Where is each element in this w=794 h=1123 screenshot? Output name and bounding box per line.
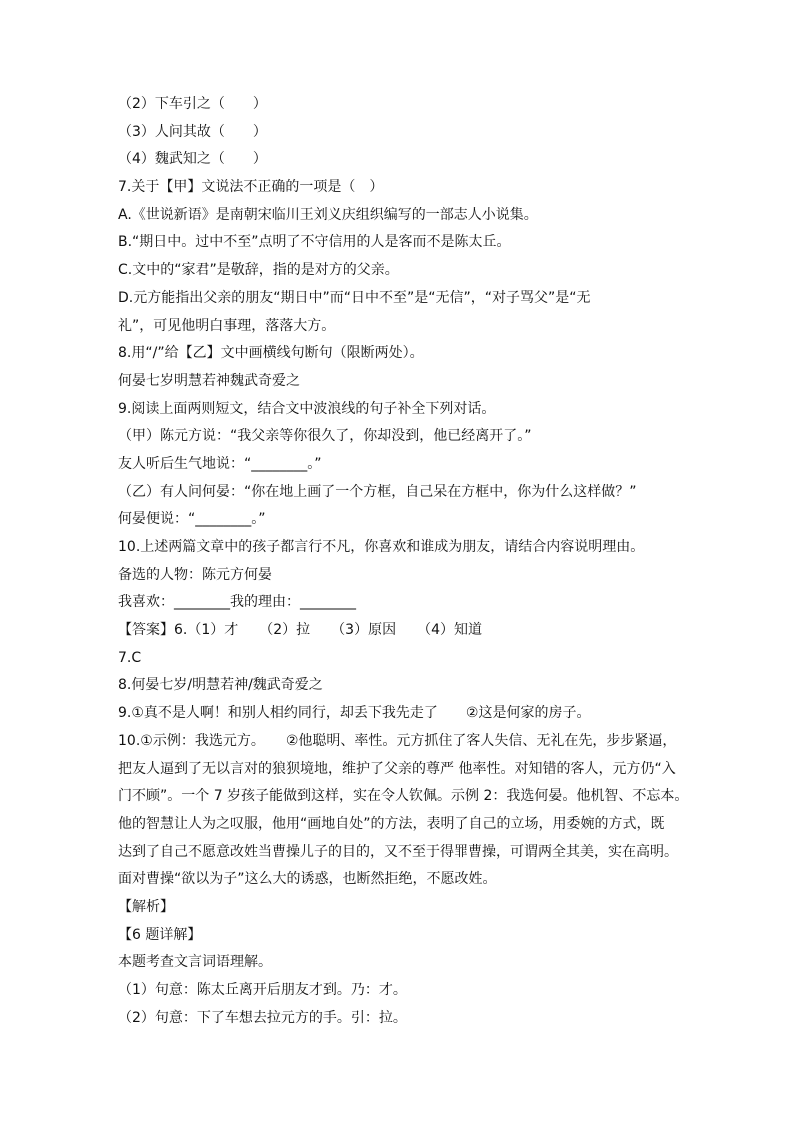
analysis-heading: 【解析】 xyxy=(118,898,174,915)
option-a: A.《世说新语》是南朝宋临川王刘义庆组织编写的一部志人小说集。 xyxy=(118,206,538,223)
answer-9: 9.①真不是人啊！和别人相约同行，却丢下我先走了 ②这是何家的房子。 xyxy=(118,705,591,722)
detail-heading: 【6 题详解】 xyxy=(118,926,202,943)
question-8: 8.用“/”给【乙】文中画横线句断句（限断两处）。 xyxy=(118,345,424,362)
answer-7: 7.C xyxy=(118,649,142,666)
option-c: C.文中的“家君”是敬辞，指的是对方的父亲。 xyxy=(118,262,399,279)
answer-10-cont: 把友人逼到了无以言对的狼狈境地，维护了父亲的尊严 他率性。对知错的客人，元方仍“入 xyxy=(118,760,676,777)
document-page xyxy=(118,91,688,1032)
answer-10-cont: 面对曹操“欲以为子”这么大的诱惑，也断然拒绝，不愿改姓。 xyxy=(118,871,497,888)
text-line: 何晏七岁明慧若神魏武奇爱之 xyxy=(118,372,300,389)
option-b: B.“期日中。过中不至”点明了不守信用的人是客而不是陈太丘。 xyxy=(118,234,511,251)
text-line: （2）下车引之（ ） xyxy=(118,96,267,112)
text-line: （3）人问其故（ ） xyxy=(118,123,267,140)
option-d-cont: 礼”，可见他明白事理，落落大方。 xyxy=(118,317,336,334)
text-line: （乙）有人问何晏：“你在地上画了一个方框，自己呆在方框中，你为什么这样做？” xyxy=(118,483,637,500)
text-line: 友人听后生气地说：“________。” xyxy=(118,455,322,472)
text-line: （4）魏武知之（ ） xyxy=(118,151,267,168)
answer-10-cont: 达到了自己不愿意改姓当曹操儿子的目的，又不至于得罪曹操，可谓两全其美，实在高明。 xyxy=(118,843,678,860)
text-line: 本题考查文言词语理解。 xyxy=(118,954,272,971)
text-line: （1）句意：陈太丘离开后朋友才到。乃：才。 xyxy=(118,982,407,998)
question-10: 10.上述两篇文章中的孩子都言行不凡，你喜欢和谁成为朋友，请结合内容说明理由。 xyxy=(118,539,645,555)
text-line: （甲）陈元方说：“我父亲等你很久了，你却没到，他已经离开了。” xyxy=(118,428,532,445)
answer-10-cont: 他的智慧让人为之叹服，他用“画地自处”的方法，表明了自己的立场，用委婉的方式，既 xyxy=(118,815,665,832)
text-line: （2）句意：下了车想去拉元方的手。引：拉。 xyxy=(118,1009,407,1026)
text-line: 备选的人物：陈元方何晏 xyxy=(118,566,272,583)
answer-heading: 【答案】6.（1）才 （2）拉 （3）原因 （4）知道 xyxy=(118,622,482,639)
option-d: D.元方能指出父亲的朋友“期日中”而“日中不至”是“无信”，“对子骂父”是“无 xyxy=(118,289,591,306)
question-7: 7.关于【甲】文说法不正确的一项是（ ） xyxy=(118,179,384,196)
question-9: 9.阅读上面两则短文，结合文中波浪线的句子补全下列对话。 xyxy=(118,400,496,417)
text-line: 我喜欢：________我的理由：________ xyxy=(118,594,356,611)
answer-10: 10.①示例：我选元方。 ②他聪明、率性。元方抓住了客人失信、无礼在先，步步紧逼， xyxy=(118,732,677,749)
answer-10-cont: 门不顾”。一个 7 岁孩子能做到这样，实在令人钦佩。示例 2：我选何晏。他机智、不忘本。 xyxy=(118,788,688,805)
text-line: 何晏便说：“________。” xyxy=(118,511,266,528)
answer-8: 8.何晏七岁/明慧若神/魏武奇爱之 xyxy=(118,677,323,694)
